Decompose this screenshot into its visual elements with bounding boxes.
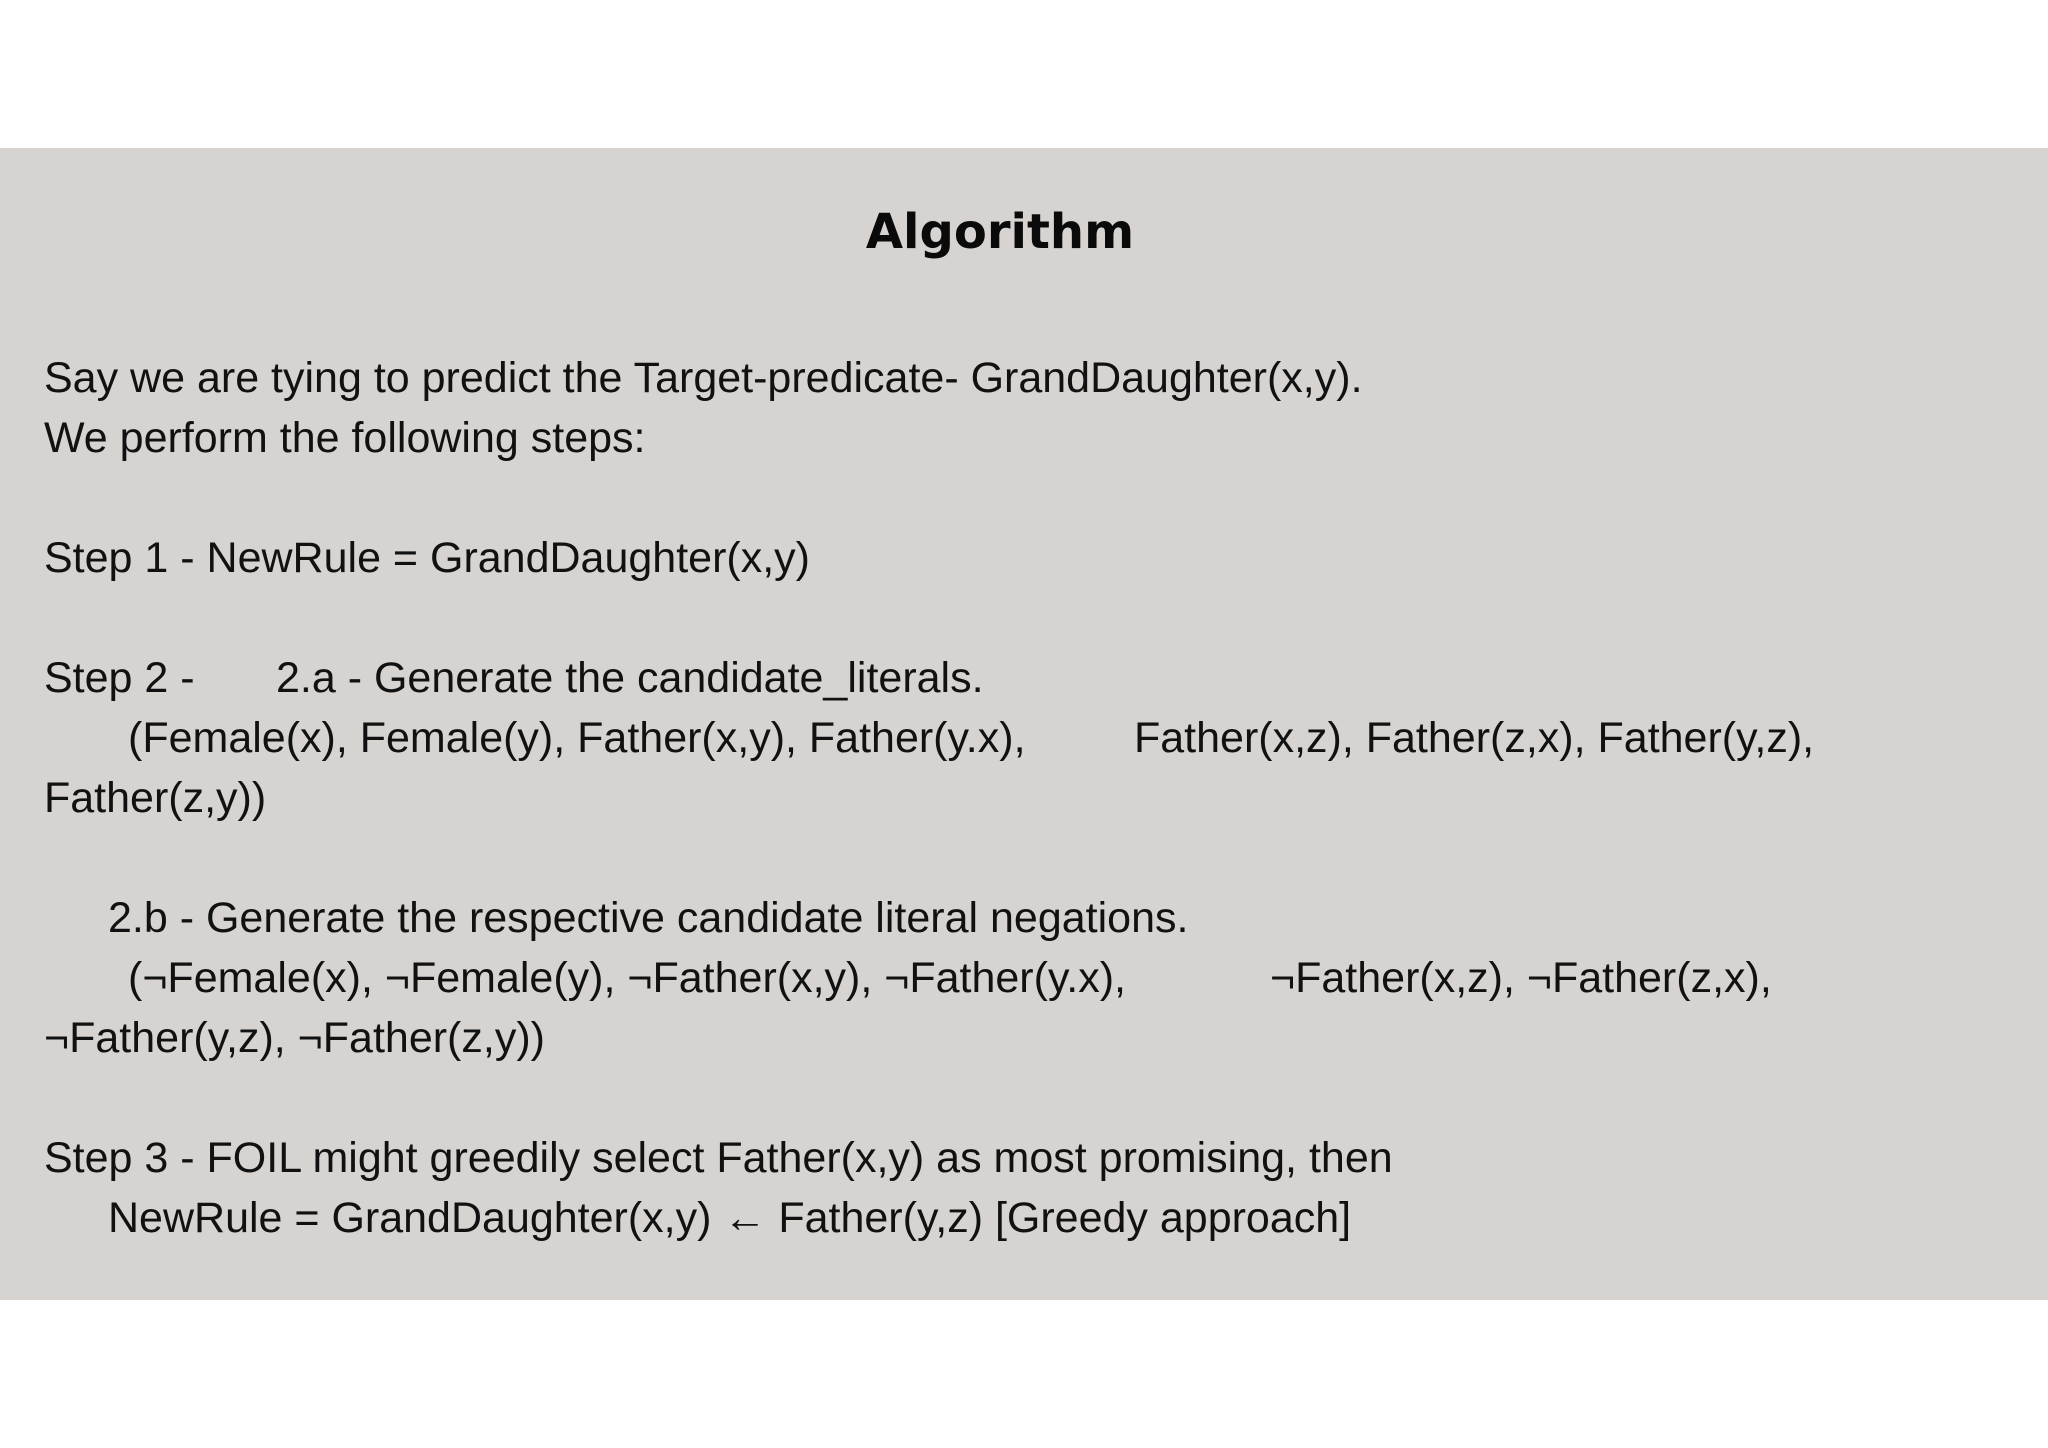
step-3: Step 3 - FOIL might greedily select Father(x,y) as most promising, then: [44, 1134, 1393, 1182]
intro-line-1: Say we are tying to predict the Target-predicate- GrandDaughter(x,y).: [44, 354, 1363, 402]
step-2b-literals-2: ¬Father(x,z), ¬Father(z,x),: [1270, 954, 1772, 1002]
step-3-rule: NewRule = GrandDaughter(x,y) ← Father(y,z) [Greedy approach]: [108, 1194, 1352, 1242]
step-2a-literals-3: Father(z,y)): [44, 774, 267, 822]
step-2b-literals-3: ¬Father(y,z), ¬Father(z,y)): [44, 1014, 545, 1062]
intro-line-2: We perform the following steps:: [44, 414, 646, 462]
step-2a-literals-1: (Female(x), Female(y), Father(x,y), Father(y.x),: [128, 714, 1026, 762]
step-2-label: Step 2 -: [44, 654, 195, 702]
slide-title: Algorithm: [865, 204, 1135, 260]
step-2b: 2.b - Generate the respective candidate literal negations.: [108, 894, 1189, 942]
step-1: Step 1 - NewRule = GrandDaughter(x,y): [44, 534, 810, 582]
step-2a-literals-2: Father(x,z), Father(z,x), Father(y,z),: [1134, 714, 1815, 762]
step-2a: 2.a - Generate the candidate_literals.: [276, 654, 984, 702]
step-2b-literals-1: (¬Female(x), ¬Female(y), ¬Father(x,y), ¬Father(y.x),: [128, 954, 1126, 1002]
